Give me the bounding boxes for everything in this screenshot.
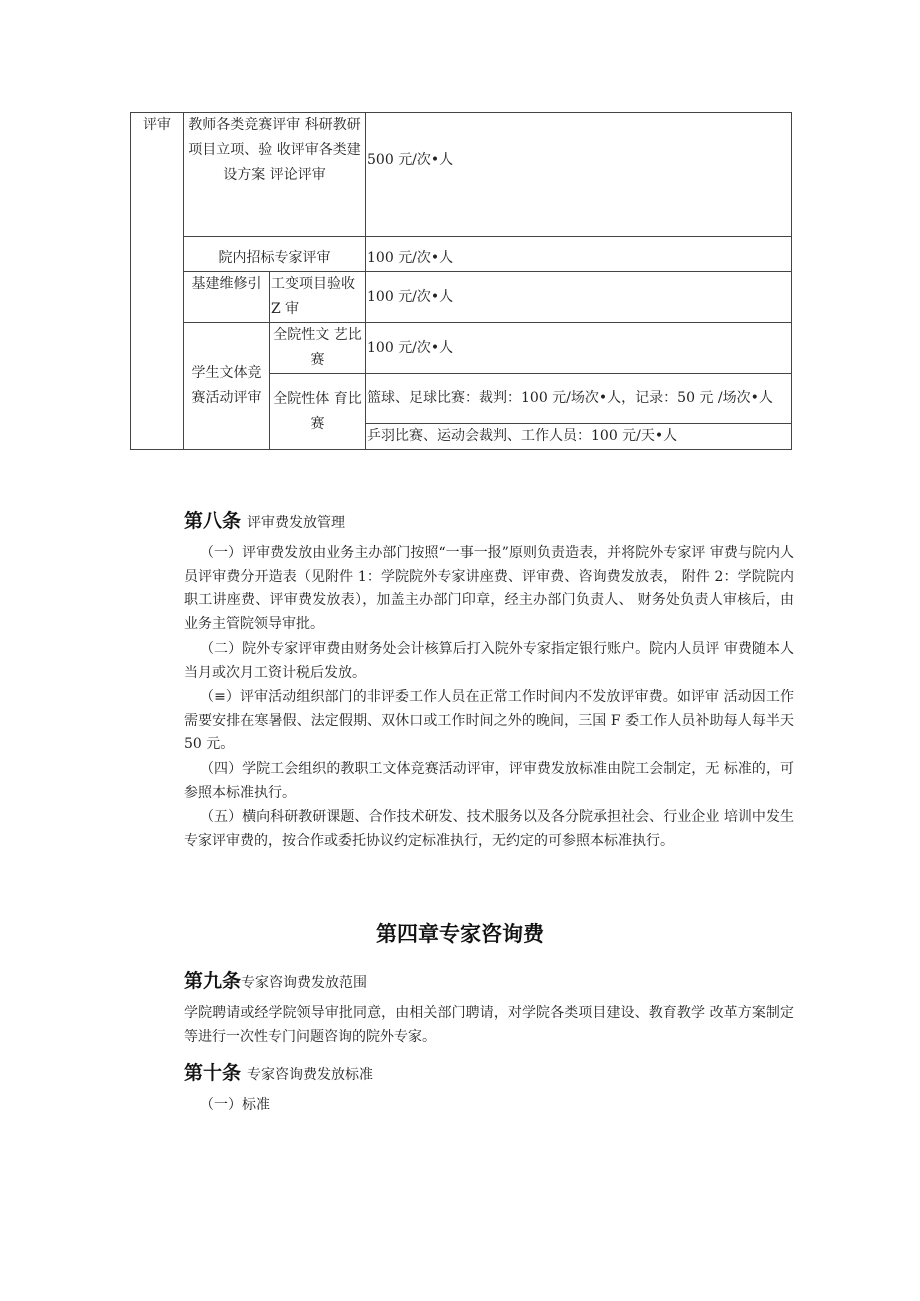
article-title: 专家咨询费发放标准 [247,1067,374,1083]
article-8-paragraph-3: （≡）评审活动组织部门的非评委工作人员在正常工作时间内不发放评审费。如评审 活动因工作需要安排在寒暑假、法定假期、双休口或工作时间之外的晚间，三国 F 委工作人员补助每人每半天 50 元。 [184,689,794,752]
table-fee-cell: 100 元/次•人 [366,323,792,374]
table-fee-cell: 500 元/次•人 [366,113,792,237]
table-fee-cell: 100 元/次•人 [366,237,792,272]
article-title: 评审费发放管理 [247,515,346,531]
article-10-subsection: （一）标准 [200,1097,270,1113]
table-item-cell: 全院性体 育比赛 [270,374,366,450]
table-item-cell: 工变项目验收Z 审 [270,272,366,323]
article-8-paragraph-2: （二）院外专家评审费由财务处会计核算后打入院外专家指定银行账户。院内人员评 审费随本人当月或次月工资计税后发放。 [184,641,794,681]
table-item-cell: 全院性文 艺比赛 [270,323,366,374]
article-number: 第九条 [184,970,242,992]
article-8-paragraph-5: （五）横向科研教研课题、合作技术研发、技术服务以及各分院承担社会、行业企业 培训中发生专家评审费的，按合作或委托协议约定标准执行，无约定的可参照本标准执行。 [184,809,794,849]
table-category-cell: 评审 [131,113,184,450]
article-title: 专家咨询费发放范围 [241,975,368,991]
table-fee-cell: 篮球、足球比赛：裁判：100 元/场次•人，记录：50 元 /场次•人 [366,374,792,424]
article-10-heading [184,1058,373,1085]
table-subcategory-cell: 学生文体竞赛活动评审 [184,323,270,450]
table-fee-cell: 乒羽比赛、运动会裁判、工作人员：100 元/天•人 [366,424,792,450]
table-fee-cell: 100 元/次•人 [366,272,792,323]
article-8-paragraph-4: （四）学院工会组织的教职工文体竞赛活动评审，评审费发放标准由院工会制定，无 标准的，可参照本标准执行。 [184,761,794,801]
chapter-title: 第四章专家咨询费 [376,922,544,946]
article-9-heading [184,966,367,993]
table-subcategory-cell: 基建维修引 [184,272,270,323]
article-number: 第八条 [184,510,242,532]
table-item-cell: 教师各类竞赛评审 科研教研项目立项、验 收评审各类建设方案 评论评审 [184,113,366,237]
table-item-cell: 院内招标专家评审 [184,237,366,272]
fee-standard-table [130,112,792,450]
article-9-paragraph: 学院聘请或经学院领导审批同意，由相关部门聘请，对学院各类项目建设、教育教学 改革方案制定等进行一次性专门问题咨询的院外专家。 [184,1005,794,1045]
article-8-heading [184,506,345,533]
article-8-paragraph-1: （一）评审费发放由业务主办部门按照“一事一报”原则负责造表，并将院外专家评 审费与院内人员评审费分开造表（见附件 1：学院院外专家讲座费、评审费、咨询费发放表， 附件 2：学院院内职工讲座费、评审费发放表），加盖主办部门印章，经主办部门负责人、 财务处负责人审核后，由业务主管院领导审批。 [184,545,794,632]
article-number: 第十条 [184,1062,242,1084]
